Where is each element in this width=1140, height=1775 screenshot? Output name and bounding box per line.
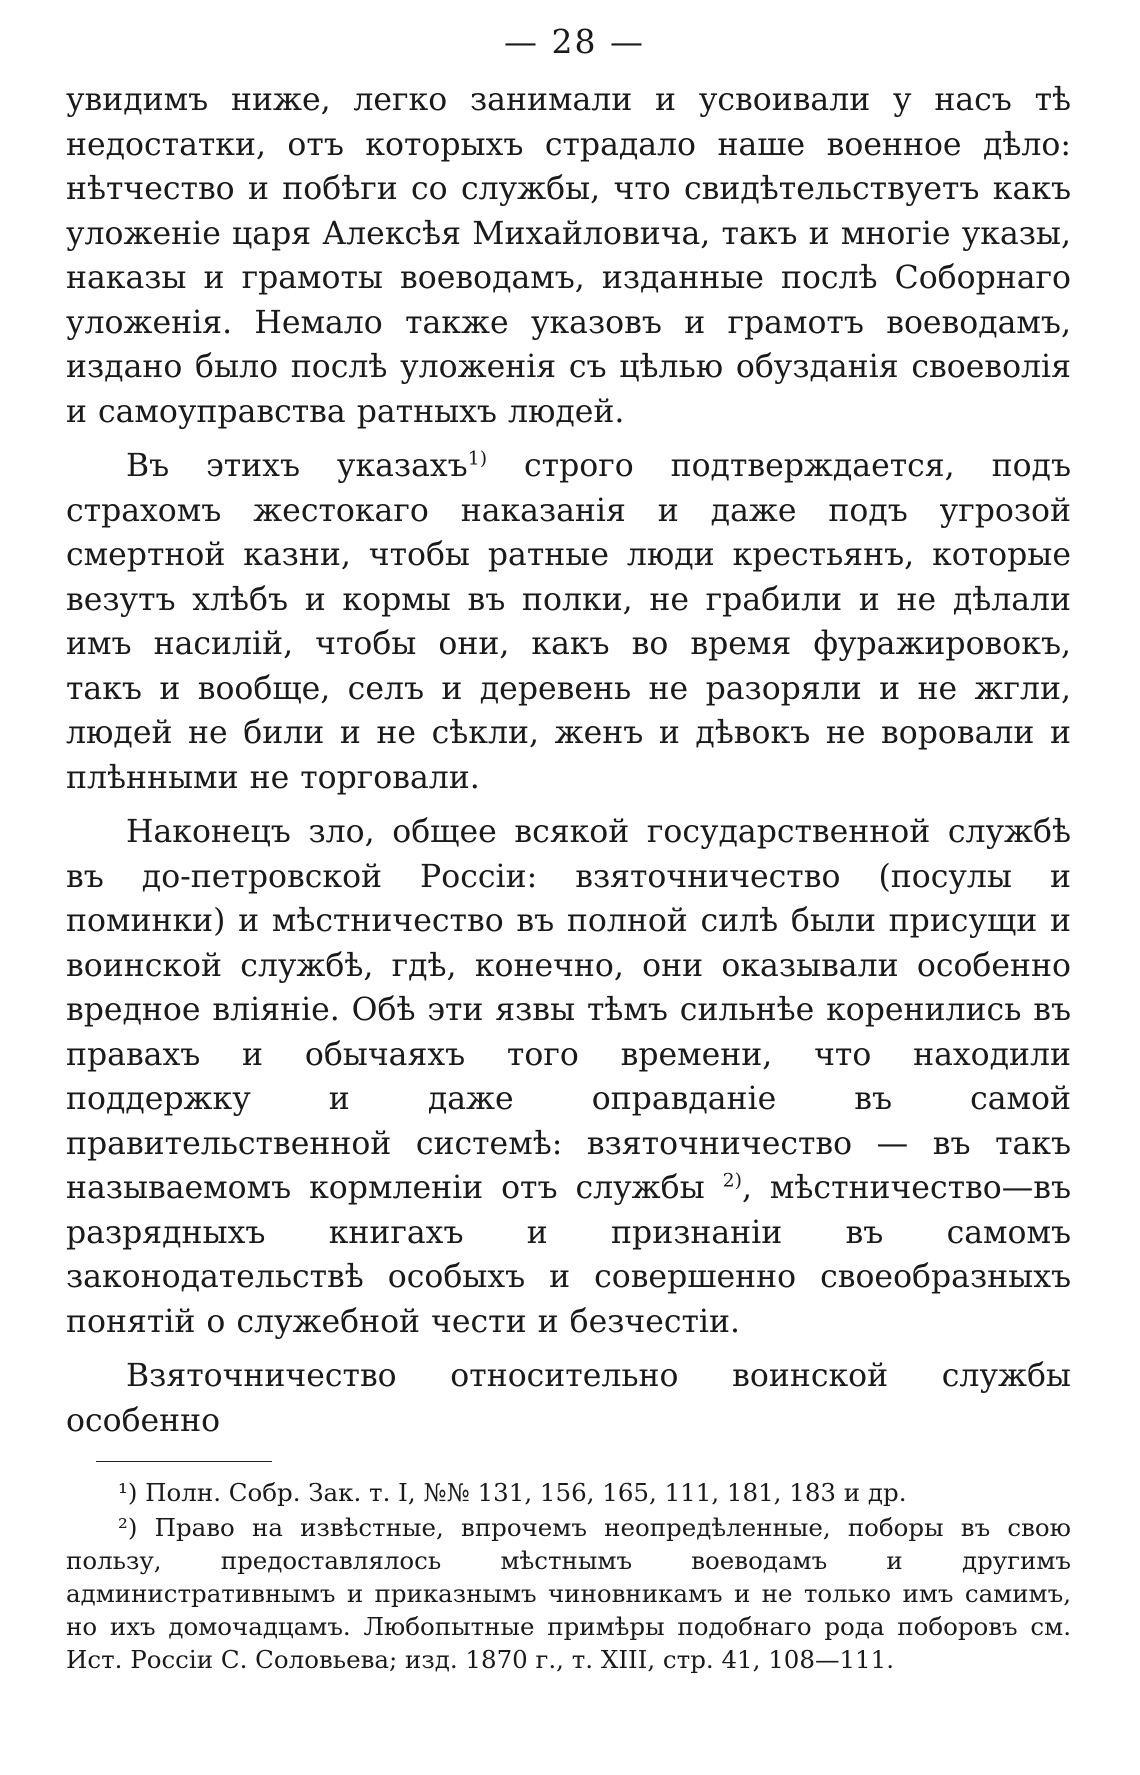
footnote-2-marker: ²) xyxy=(118,1513,138,1542)
paragraph-2 xyxy=(66,444,1071,800)
footnote-divider xyxy=(96,1461,272,1462)
paragraph-1: увидимъ ниже, легко занимали и усвоивали у насъ тѣ недостатки, отъ которыхъ страдало наше военное дѣло: нѣтчество и побѣги со службы, что свидѣтельствуетъ какъ уложеніе царя Алексѣя Михайловича, такъ и многіе указы, наказы и грамоты воеводамъ, изданные послѣ Соборнаго уложенія. Немало также указовъ и грамотъ воеводамъ, издано было послѣ уложенія съ цѣлью обузданія своеволія и самоуправства ратныхъ людей. xyxy=(66,82,1071,430)
page-number: — 28 — xyxy=(504,22,645,61)
footnote-2 xyxy=(66,1511,1071,1676)
paragraph-3 xyxy=(66,810,1071,1344)
footnote-2-text: Право на извѣстные, впрочемъ неопредѣленные, поборы въ свою пользу, предоставлялось мѣстнымъ воеводамъ и другимъ административнымъ и приказнымъ чиновникамъ и не только имъ самимъ, но ихъ домочадцамъ. Любопытные примѣры подобнаго рода поборовъ см. Ист. Россіи С. Соловьева; изд. 1870 г., т. XIII, стр. 41, 108—111. xyxy=(66,1513,1071,1674)
footnote-ref-2: 2) xyxy=(722,1169,742,1192)
paragraph-4: Взяточничество относительно воинской службы особенно xyxy=(66,1358,1071,1439)
paragraph-2-start: Въ этихъ указахъ xyxy=(126,448,468,484)
body-text xyxy=(66,78,1071,1443)
footnote-1-text: Полн. Собр. Зак. т. I, №№ 131, 156, 165, 111, 181, 183 и др. xyxy=(137,1478,907,1507)
footnote-1 xyxy=(66,1476,1071,1509)
footnote-1-marker: ¹) xyxy=(118,1478,138,1507)
paragraph-3-rest: , мѣстничество—въ разрядныхъ книгахъ и признаніи въ самомъ законодательствѣ особыхъ и совершенно своеобразныхъ понятій о служебной чести и безчестіи. xyxy=(66,1170,1071,1340)
footnote-ref-1: 1) xyxy=(467,447,488,470)
paragraph-3-start: Наконецъ зло, общее всякой государственной службѣ въ до-петровской Россіи: взяточничество (посулы и поминки) и мѣстничество въ полной силѣ были присущи и воинской службѣ, гдѣ, конечно, они оказывали особенно вредное вліяніе. Обѣ эти язвы тѣмъ сильнѣе коренились въ правахъ и обычаяхъ того времени, что находили поддержку и даже оправданіе въ самой правительственной системѣ: взяточничество — въ такъ называемомъ кормленіи отъ службы xyxy=(66,814,1071,1206)
footnotes xyxy=(66,1476,1071,1676)
paragraph-2-rest: строго подтверждается, подъ страхомъ жестокаго наказанія и даже подъ угрозой смертной казни, чтобы ратные люди крестьянъ, которые везутъ хлѣбъ и кормы въ полки, не грабили и не дѣлали имъ насилій, чтобы они, какъ во время фуражировокъ, такъ и вообще, селъ и деревень не разоряли и не жгли, людей не били и не сѣкли, женъ и дѣвокъ не воровали и плѣнными не торговали. xyxy=(66,448,1071,796)
document-page xyxy=(66,18,1071,1676)
